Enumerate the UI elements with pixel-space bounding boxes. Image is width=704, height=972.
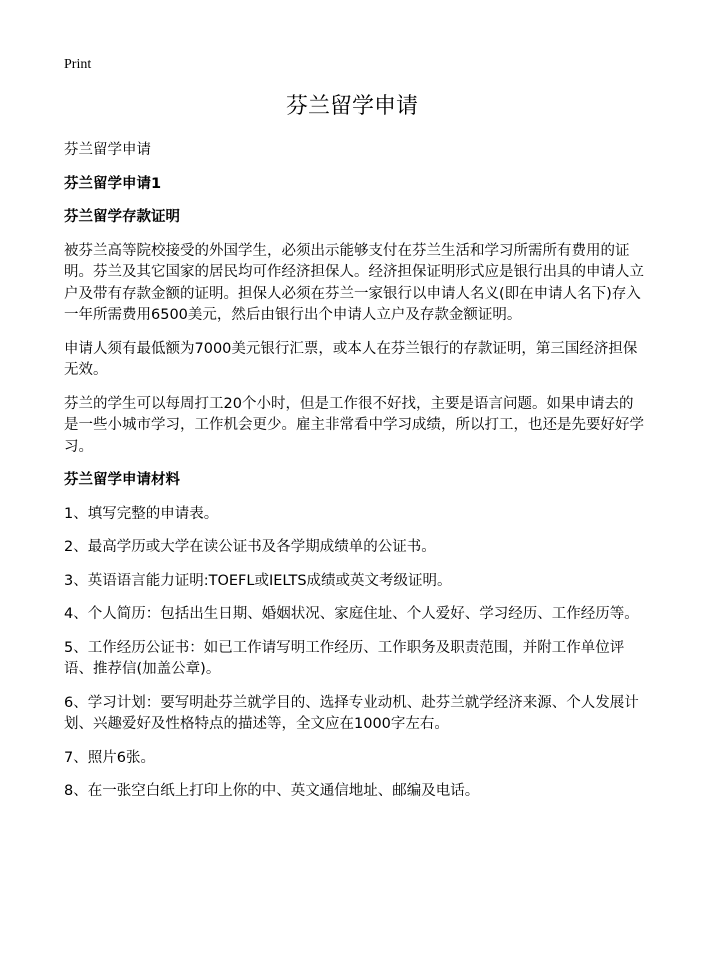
materials-list-item: 1、填写完整的申请表。: [64, 505, 219, 522]
document-subtitle: 芬兰留学申请: [64, 142, 151, 158]
materials-list-item: 6、学习计划：要写明赴芬兰就学目的、选择专业动机、赴芬兰就学经济来源、个人发展计划、兴趣爱好及性格特点的描述等，全文应在1000字左右。: [64, 694, 639, 732]
materials-list-item: 4、个人简历：包括出生日期、婚姻状况、家庭住址、个人爱好、学习经历、工作经历等。: [64, 606, 639, 622]
section-heading-materials: 芬兰留学申请材料: [64, 472, 180, 488]
document-title: 芬兰留学申请: [285, 94, 418, 119]
materials-list-item: 3、英语语言能力证明:TOEFL或IELTS成绩或英文考级证明。: [64, 572, 452, 589]
materials-list-item: 7、照片6张。: [64, 749, 155, 766]
section-heading-application-1: 芬兰留学申请1: [64, 175, 162, 192]
print-link[interactable]: Print: [64, 57, 92, 72]
paragraph-part-time-work: 芬兰的学生可以每周打工20个小时，但是工作很不好找，主要是语言问题。如果申请去的是一些小城市学习，工作机会更少。雇主非常看中学习成绩，所以打工，也还是先要好好学习。: [64, 395, 644, 455]
materials-list-item: 2、最高学历或大学在读公证书及各学期成绩单的公证书。: [64, 539, 436, 555]
materials-list-item: 5、工作经历公证书：如已工作请写明工作经历、工作职务及职责范围，并附工作单位评语、推荐信(加盖公章)。: [64, 639, 625, 677]
document-body: [64, 140, 644, 815]
paragraph-bank-draft: 申请人须有最低额为7000美元银行汇票，或本人在芬兰银行的存款证明，第三国经济担保无效。: [64, 340, 638, 378]
materials-list-item: 8、在一张空白纸上打印上你的中、英文通信地址、邮编及电话。: [64, 783, 480, 799]
section-heading-deposit-proof: 芬兰留学存款证明: [64, 209, 180, 225]
paragraph-deposit-requirements: 被芬兰高等院校接受的外国学生，必须出示能够支付在芬兰生活和学习所需所有费用的证明。芬兰及其它国家的居民均可作经济担保人。经济担保证明形式应是银行出具的申请人立户及带有存款金额的证明。担保人必须在芬兰一家银行以申请人名义(即在申请人名下)存入一年所需费用6500美元，然后由银行出个申请人立户及存款金额证明。: [64, 242, 644, 323]
